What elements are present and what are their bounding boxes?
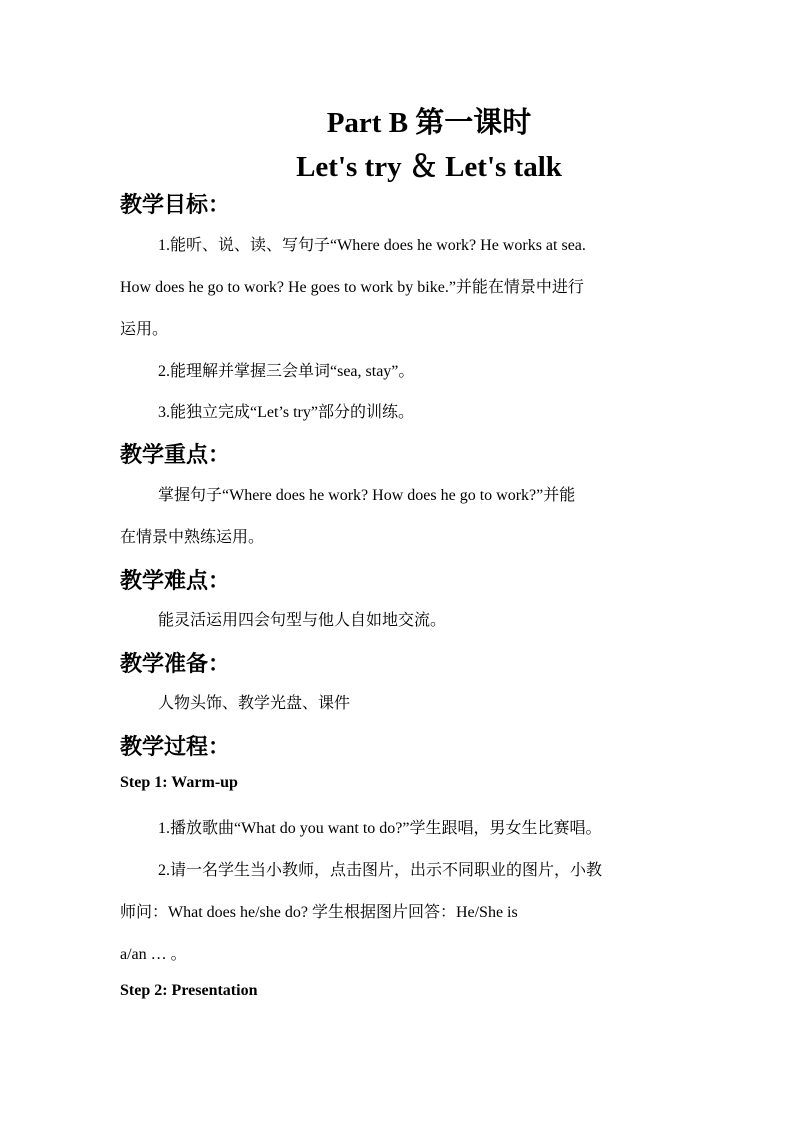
step-1-item-2-line-1: 2.请一名学生当小教师，点击图片，出示不同职业的图片，小教 xyxy=(158,862,603,879)
objective-2: 2.能理解并掌握三会单词“sea, stay”。 xyxy=(158,363,415,380)
objectives-heading: 教学目标： xyxy=(120,192,231,217)
objective-1-line-1: 1.能听、说、读、写句子“Where does he work? He works at sea. xyxy=(158,237,586,254)
difficulties-heading: 教学难点： xyxy=(120,568,231,593)
step-2-title: Step 2: Presentation xyxy=(120,982,258,999)
key-points-heading: 教学重点： xyxy=(120,442,231,467)
document-subtitle: Let's try ＆ Let's talk xyxy=(296,151,562,183)
preparation-heading: 教学准备： xyxy=(120,651,231,676)
key-points-line-1: 掌握句子“Where does he work? How does he go to work?”并能 xyxy=(158,487,576,504)
step-1-title: Step 1: Warm-up xyxy=(120,774,238,791)
step-1-item-1: 1.播放歌曲“What do you want to do?”学生跟唱，男女生比赛唱。 xyxy=(158,820,602,837)
document-title: Part B 第一课时 xyxy=(326,107,532,139)
step-1-item-2-line-2: 师问：What does he/she do? 学生根据图片回答：He/She is xyxy=(120,904,518,921)
objective-1-line-3: 运用。 xyxy=(120,321,169,338)
objective-1-line-2: How does he go to work? He goes to work by bike.”并能在情景中进行 xyxy=(120,279,584,296)
process-heading: 教学过程： xyxy=(120,734,231,759)
difficulties-line-1: 能灵活运用四会句型与他人自如地交流。 xyxy=(158,612,447,629)
key-points-line-2: 在情景中熟练运用。 xyxy=(120,529,265,546)
step-1-item-2-line-3: a/an … 。 xyxy=(120,946,187,963)
objective-3: 3.能独立完成“Let’s try”部分的训练。 xyxy=(158,404,414,421)
preparation-line-1: 人物头饰、教学光盘、课件 xyxy=(158,695,351,712)
